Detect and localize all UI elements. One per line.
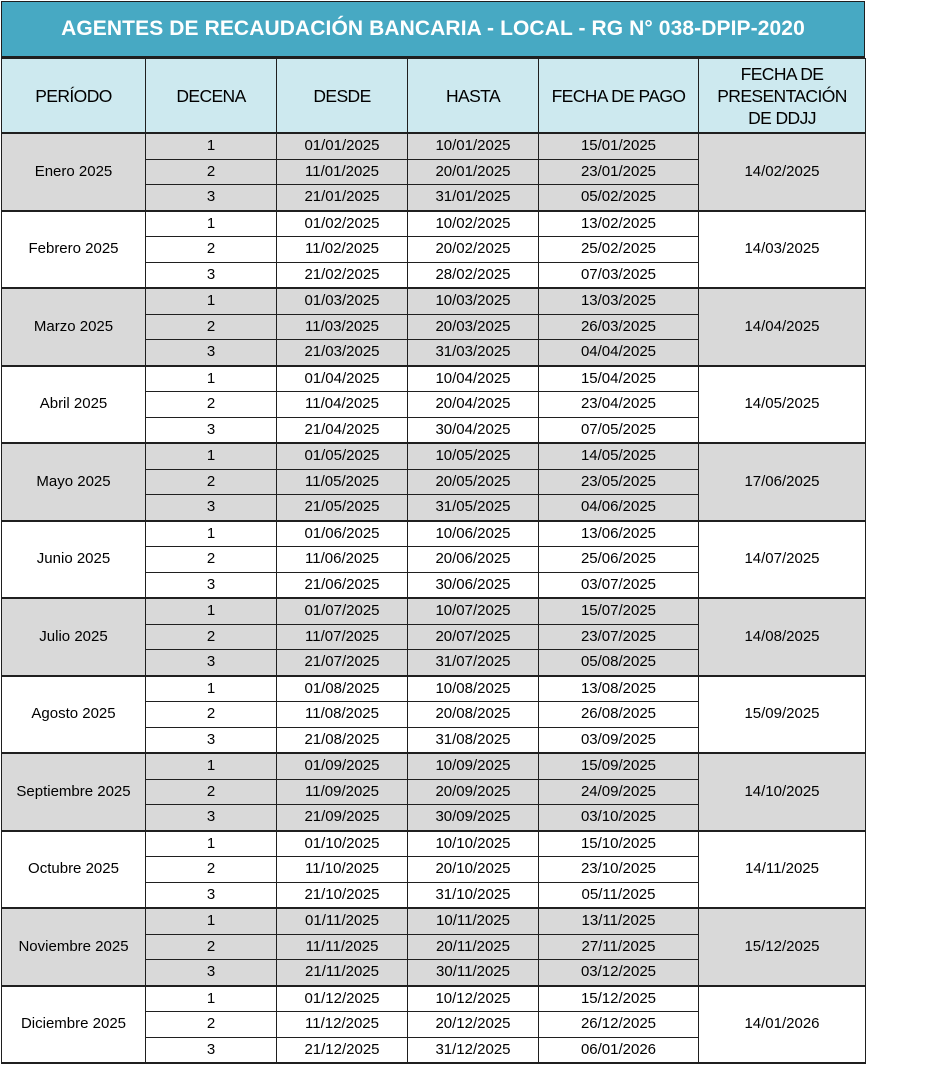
fecha-presentacion-cell: 15/09/2025	[699, 676, 866, 754]
fecha-pago-cell: 06/01/2026	[539, 1037, 699, 1063]
fecha-pago-cell: 07/03/2025	[539, 262, 699, 288]
fecha-pago-cell: 03/09/2025	[539, 727, 699, 753]
desde-cell: 01/07/2025	[277, 598, 408, 624]
decena-cell: 2	[146, 547, 277, 573]
period-cell: Enero 2025	[2, 133, 146, 211]
table-row	[2, 366, 866, 392]
decena-cell: 2	[146, 857, 277, 883]
period-cell: Julio 2025	[2, 598, 146, 676]
header-fecha-presentacion-line: PRESENTACIÓN	[717, 85, 847, 106]
fecha-pago-cell: 05/02/2025	[539, 185, 699, 211]
desde-cell: 21/05/2025	[277, 495, 408, 521]
fecha-pago-cell: 23/07/2025	[539, 624, 699, 650]
desde-cell: 11/10/2025	[277, 857, 408, 883]
period-cell: Marzo 2025	[2, 288, 146, 366]
hasta-cell: 10/03/2025	[408, 288, 539, 314]
desde-cell: 21/08/2025	[277, 727, 408, 753]
period-cell: Agosto 2025	[2, 676, 146, 754]
hasta-cell: 10/10/2025	[408, 831, 539, 857]
fecha-pago-cell: 13/06/2025	[539, 521, 699, 547]
period-cell: Abril 2025	[2, 366, 146, 444]
period-cell: Junio 2025	[2, 521, 146, 599]
decena-cell: 3	[146, 727, 277, 753]
fecha-presentacion-cell: 14/11/2025	[699, 831, 866, 909]
desde-cell: 11/12/2025	[277, 1012, 408, 1038]
decena-cell: 3	[146, 262, 277, 288]
decena-cell: 2	[146, 702, 277, 728]
table-row	[2, 753, 866, 779]
fecha-pago-cell: 15/07/2025	[539, 598, 699, 624]
fecha-pago-cell: 26/08/2025	[539, 702, 699, 728]
hasta-cell: 20/04/2025	[408, 392, 539, 418]
desde-cell: 11/11/2025	[277, 934, 408, 960]
hasta-cell: 30/06/2025	[408, 572, 539, 598]
decena-cell: 2	[146, 159, 277, 185]
header-periodo: PERÍODO	[2, 59, 146, 134]
fecha-pago-cell: 13/11/2025	[539, 908, 699, 934]
fecha-presentacion-cell: 14/02/2025	[699, 133, 866, 211]
desde-cell: 01/01/2025	[277, 133, 408, 159]
schedule-sheet	[1, 1, 865, 1064]
period-cell: Diciembre 2025	[2, 986, 146, 1064]
desde-cell: 01/10/2025	[277, 831, 408, 857]
fecha-pago-cell: 26/12/2025	[539, 1012, 699, 1038]
fecha-pago-cell: 03/07/2025	[539, 572, 699, 598]
header-fecha-presentacion-line: FECHA DE	[740, 63, 824, 84]
fecha-pago-cell: 13/03/2025	[539, 288, 699, 314]
fecha-pago-cell: 05/11/2025	[539, 882, 699, 908]
desde-cell: 21/11/2025	[277, 960, 408, 986]
decena-cell: 3	[146, 572, 277, 598]
hasta-cell: 20/11/2025	[408, 934, 539, 960]
decena-cell: 1	[146, 598, 277, 624]
table-row	[2, 521, 866, 547]
hasta-cell: 30/11/2025	[408, 960, 539, 986]
table-row	[2, 288, 866, 314]
fecha-pago-cell: 26/03/2025	[539, 314, 699, 340]
decena-cell: 1	[146, 288, 277, 314]
decena-cell: 2	[146, 314, 277, 340]
period-cell: Mayo 2025	[2, 443, 146, 521]
hasta-cell: 20/05/2025	[408, 469, 539, 495]
fecha-presentacion-cell: 14/03/2025	[699, 211, 866, 289]
table-row	[2, 211, 866, 237]
hasta-cell: 20/01/2025	[408, 159, 539, 185]
hasta-cell: 20/03/2025	[408, 314, 539, 340]
fecha-pago-cell: 15/09/2025	[539, 753, 699, 779]
decena-cell: 2	[146, 779, 277, 805]
fecha-presentacion-cell: 14/07/2025	[699, 521, 866, 599]
desde-cell: 11/01/2025	[277, 159, 408, 185]
hasta-cell: 10/07/2025	[408, 598, 539, 624]
desde-cell: 21/12/2025	[277, 1037, 408, 1063]
table-row	[2, 133, 866, 159]
decena-cell: 3	[146, 805, 277, 831]
decena-cell: 3	[146, 1037, 277, 1063]
desde-cell: 21/09/2025	[277, 805, 408, 831]
decena-cell: 3	[146, 650, 277, 676]
fecha-pago-cell: 05/08/2025	[539, 650, 699, 676]
fecha-presentacion-cell: 17/06/2025	[699, 443, 866, 521]
fecha-pago-cell: 15/01/2025	[539, 133, 699, 159]
decena-cell: 1	[146, 753, 277, 779]
hasta-cell: 31/05/2025	[408, 495, 539, 521]
hasta-cell: 20/09/2025	[408, 779, 539, 805]
period-cell: Septiembre 2025	[2, 753, 146, 831]
desde-cell: 01/04/2025	[277, 366, 408, 392]
desde-cell: 11/08/2025	[277, 702, 408, 728]
decena-cell: 2	[146, 237, 277, 263]
fecha-presentacion-cell: 14/01/2026	[699, 986, 866, 1064]
decena-cell: 2	[146, 934, 277, 960]
desde-cell: 21/04/2025	[277, 417, 408, 443]
hasta-cell: 10/06/2025	[408, 521, 539, 547]
hasta-cell: 28/02/2025	[408, 262, 539, 288]
fecha-pago-cell: 23/01/2025	[539, 159, 699, 185]
desde-cell: 01/05/2025	[277, 443, 408, 469]
fecha-pago-cell: 04/06/2025	[539, 495, 699, 521]
desde-cell: 21/07/2025	[277, 650, 408, 676]
hasta-cell: 31/03/2025	[408, 340, 539, 366]
hasta-cell: 30/09/2025	[408, 805, 539, 831]
desde-cell: 11/07/2025	[277, 624, 408, 650]
fecha-pago-cell: 04/04/2025	[539, 340, 699, 366]
header-hasta: HASTA	[408, 59, 539, 134]
decena-cell: 3	[146, 185, 277, 211]
fecha-pago-cell: 15/04/2025	[539, 366, 699, 392]
decena-cell: 2	[146, 392, 277, 418]
decena-cell: 2	[146, 624, 277, 650]
decena-cell: 1	[146, 521, 277, 547]
hasta-cell: 10/11/2025	[408, 908, 539, 934]
desde-cell: 11/02/2025	[277, 237, 408, 263]
hasta-cell: 10/04/2025	[408, 366, 539, 392]
hasta-cell: 20/12/2025	[408, 1012, 539, 1038]
hasta-cell: 20/07/2025	[408, 624, 539, 650]
decena-cell: 3	[146, 340, 277, 366]
desde-cell: 11/04/2025	[277, 392, 408, 418]
decena-cell: 1	[146, 986, 277, 1012]
hasta-cell: 31/07/2025	[408, 650, 539, 676]
decena-cell: 1	[146, 133, 277, 159]
hasta-cell: 20/10/2025	[408, 857, 539, 883]
fecha-pago-cell: 13/02/2025	[539, 211, 699, 237]
hasta-cell: 31/08/2025	[408, 727, 539, 753]
decena-cell: 1	[146, 443, 277, 469]
hasta-cell: 31/01/2025	[408, 185, 539, 211]
fecha-presentacion-cell: 14/08/2025	[699, 598, 866, 676]
fecha-pago-cell: 15/12/2025	[539, 986, 699, 1012]
period-cell: Febrero 2025	[2, 211, 146, 289]
decena-cell: 3	[146, 882, 277, 908]
fecha-presentacion-cell: 15/12/2025	[699, 908, 866, 986]
period-cell: Octubre 2025	[2, 831, 146, 909]
fecha-presentacion-cell: 14/10/2025	[699, 753, 866, 831]
fecha-pago-cell: 23/04/2025	[539, 392, 699, 418]
decena-cell: 2	[146, 1012, 277, 1038]
decena-cell: 2	[146, 469, 277, 495]
fecha-pago-cell: 23/10/2025	[539, 857, 699, 883]
hasta-cell: 10/02/2025	[408, 211, 539, 237]
period-cell: Noviembre 2025	[2, 908, 146, 986]
desde-cell: 01/09/2025	[277, 753, 408, 779]
table-row	[2, 443, 866, 469]
fecha-pago-cell: 25/06/2025	[539, 547, 699, 573]
hasta-cell: 30/04/2025	[408, 417, 539, 443]
table-row	[2, 676, 866, 702]
fecha-pago-cell: 27/11/2025	[539, 934, 699, 960]
table-row	[2, 598, 866, 624]
decena-cell: 1	[146, 366, 277, 392]
fecha-presentacion-cell: 14/05/2025	[699, 366, 866, 444]
schedule-table	[1, 58, 866, 1064]
header-row	[2, 59, 866, 134]
decena-cell: 1	[146, 831, 277, 857]
desde-cell: 01/06/2025	[277, 521, 408, 547]
desde-cell: 11/05/2025	[277, 469, 408, 495]
hasta-cell: 20/08/2025	[408, 702, 539, 728]
table-row	[2, 831, 866, 857]
desde-cell: 21/06/2025	[277, 572, 408, 598]
fecha-pago-cell: 13/08/2025	[539, 676, 699, 702]
fecha-pago-cell: 23/05/2025	[539, 469, 699, 495]
decena-cell: 1	[146, 676, 277, 702]
decena-cell: 1	[146, 908, 277, 934]
header-fecha-presentacion-line: DE DDJJ	[748, 107, 816, 128]
hasta-cell: 10/08/2025	[408, 676, 539, 702]
table-row	[2, 908, 866, 934]
hasta-cell: 20/02/2025	[408, 237, 539, 263]
fecha-presentacion-cell: 14/04/2025	[699, 288, 866, 366]
desde-cell: 01/08/2025	[277, 676, 408, 702]
table-header	[2, 59, 866, 134]
hasta-cell: 20/06/2025	[408, 547, 539, 573]
decena-cell: 3	[146, 417, 277, 443]
hasta-cell: 31/12/2025	[408, 1037, 539, 1063]
desde-cell: 01/03/2025	[277, 288, 408, 314]
hasta-cell: 10/05/2025	[408, 443, 539, 469]
desde-cell: 01/11/2025	[277, 908, 408, 934]
desde-cell: 11/03/2025	[277, 314, 408, 340]
table-row	[2, 986, 866, 1012]
hasta-cell: 10/01/2025	[408, 133, 539, 159]
header-decena: DECENA	[146, 59, 277, 134]
fecha-pago-cell: 14/05/2025	[539, 443, 699, 469]
desde-cell: 11/09/2025	[277, 779, 408, 805]
desde-cell: 21/01/2025	[277, 185, 408, 211]
fecha-pago-cell: 24/09/2025	[539, 779, 699, 805]
hasta-cell: 31/10/2025	[408, 882, 539, 908]
table-body	[2, 133, 866, 1063]
fecha-pago-cell: 15/10/2025	[539, 831, 699, 857]
desde-cell: 01/02/2025	[277, 211, 408, 237]
hasta-cell: 10/09/2025	[408, 753, 539, 779]
desde-cell: 21/02/2025	[277, 262, 408, 288]
fecha-pago-cell: 25/02/2025	[539, 237, 699, 263]
desde-cell: 21/10/2025	[277, 882, 408, 908]
decena-cell: 3	[146, 960, 277, 986]
fecha-pago-cell: 03/12/2025	[539, 960, 699, 986]
desde-cell: 01/12/2025	[277, 986, 408, 1012]
sheet-title: AGENTES DE RECAUDACIÓN BANCARIA - LOCAL - RG N° 038-DPIP-2020	[1, 1, 865, 58]
fecha-pago-cell: 07/05/2025	[539, 417, 699, 443]
decena-cell: 3	[146, 495, 277, 521]
fecha-pago-cell: 03/10/2025	[539, 805, 699, 831]
desde-cell: 21/03/2025	[277, 340, 408, 366]
desde-cell: 11/06/2025	[277, 547, 408, 573]
header-fecha-pago: FECHA DE PAGO	[539, 59, 699, 134]
header-desde: DESDE	[277, 59, 408, 134]
header-fecha-presentacion	[699, 59, 866, 134]
hasta-cell: 10/12/2025	[408, 986, 539, 1012]
decena-cell: 1	[146, 211, 277, 237]
